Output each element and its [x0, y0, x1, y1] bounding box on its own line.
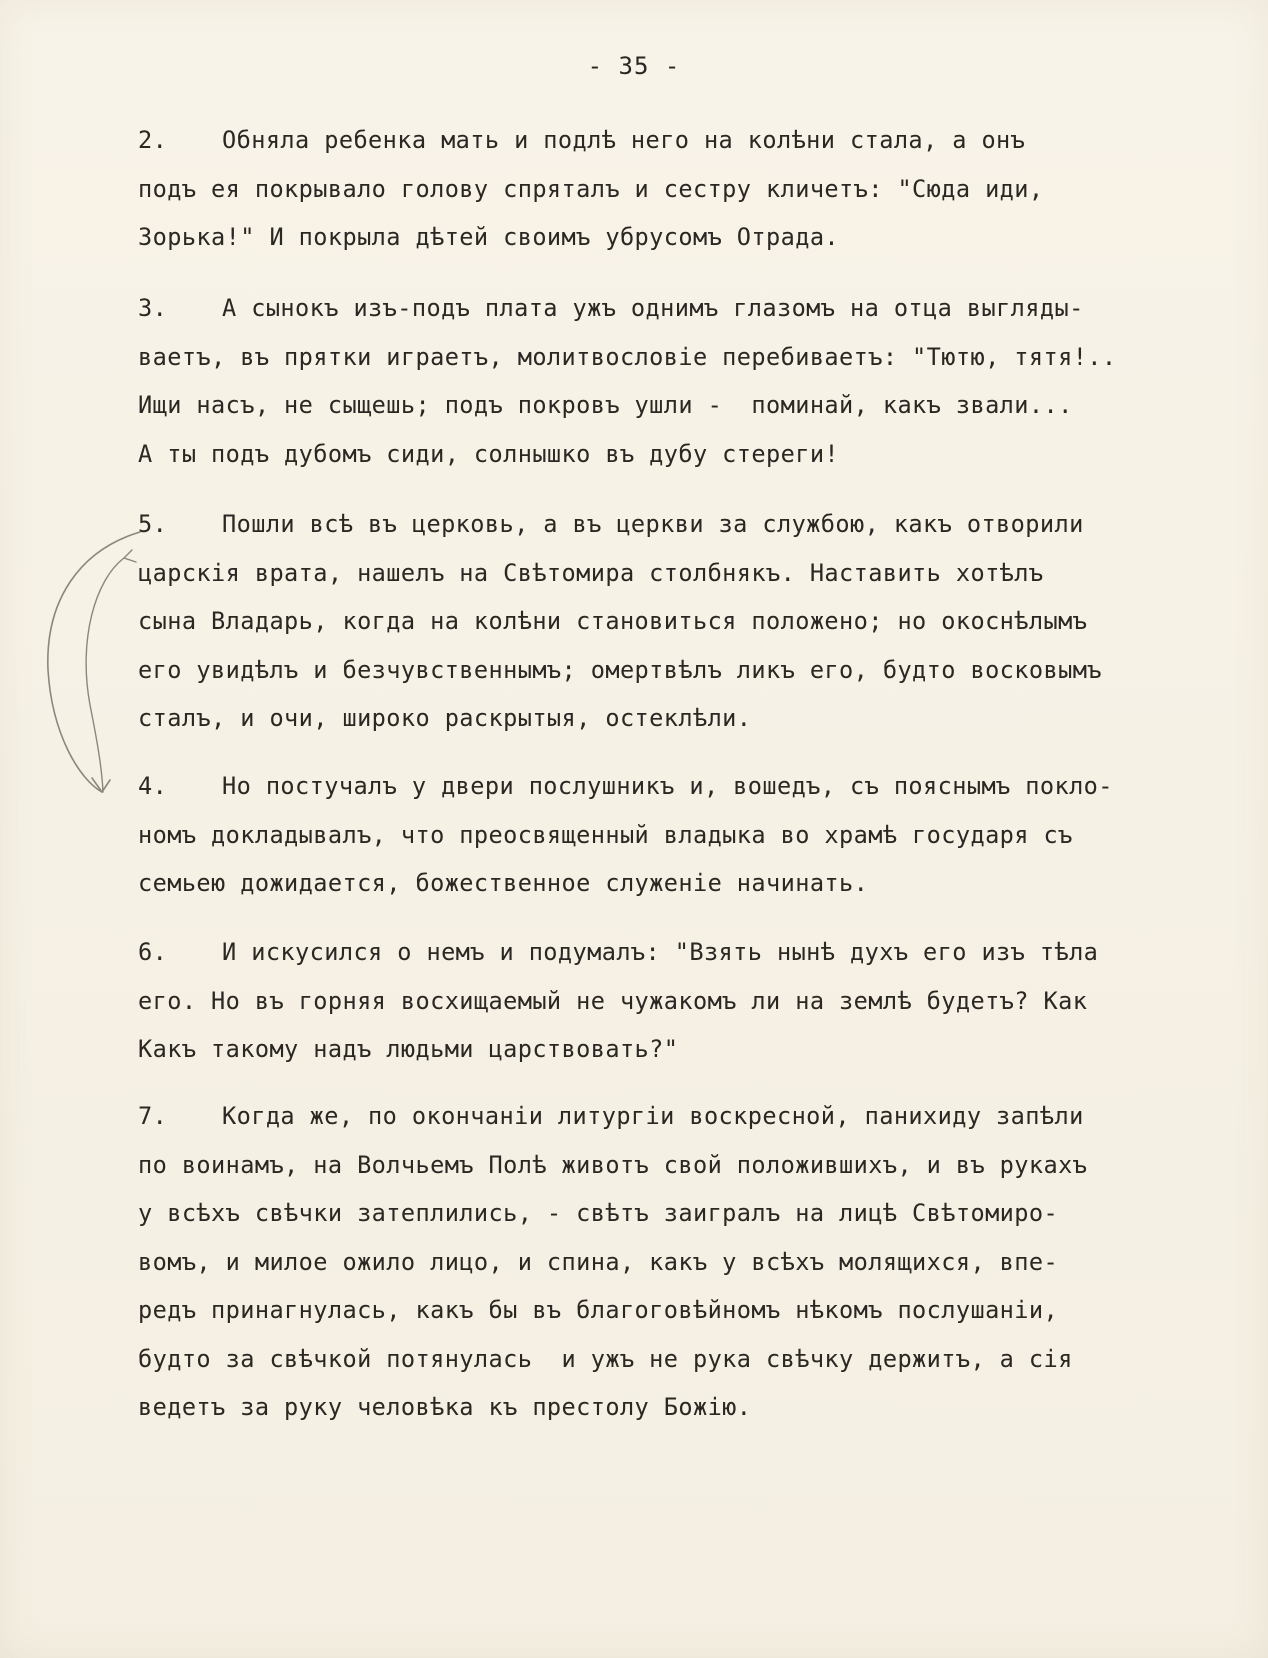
paragraph-5 [138, 500, 1248, 743]
paragraph-line: Зорька!" И покрыла дѣтей своимъ убрусомъ Отрада. [138, 223, 840, 251]
paragraph-number: 4. [138, 772, 168, 800]
paragraph-line: ведетъ за руку человѣка къ престолу Божію. [138, 1393, 752, 1421]
paragraph-line: сталъ, и очи, широко раскрытыя, остеклѣли. [138, 704, 752, 732]
paragraph-line [138, 762, 1248, 811]
paragraph-line: редъ принагнулась, какъ бы въ благоговѣйномъ нѣкомъ послушаніи, [138, 1296, 1059, 1324]
paragraph-line: подъ ея покрывало голову спряталъ и сестру кличетъ: "Сюда иди, [138, 174, 1044, 203]
pencil-arrow-icon [40, 530, 150, 820]
paragraph-line: ваетъ, въ прятки играетъ, молитвословіе перебиваетъ: "Тютю, тятя!.. [138, 342, 1117, 371]
line-text: Пошли всѣ въ церковь, а въ церкви за службою, какъ отворили [222, 510, 1084, 538]
paragraph-line: его увидѣлъ и безчувственнымъ; омертвѣлъ ликъ его, будто восковымъ [138, 655, 1102, 684]
paragraph-line [138, 116, 1248, 165]
paragraph-number: 2. [138, 126, 168, 154]
paragraph-line [138, 500, 1248, 549]
paragraph-3 [138, 284, 1248, 478]
paragraph-number: 5. [138, 510, 168, 538]
line-text: Когда же, по окончаніи литургіи воскресной, панихиду запѣли [222, 1102, 1084, 1130]
paragraph-line: Какъ такому надъ людьми царствовать?" [138, 1035, 679, 1063]
paragraph-line: по воинамъ, на Волчьемъ Полѣ животъ свой положившихъ, и въ рукахъ [138, 1150, 1088, 1179]
paragraph-line [138, 284, 1248, 333]
paragraph-2 [138, 116, 1248, 262]
paragraph-line: сына Владарь, когда на колѣни становиться положено; но окоснѣлымъ [138, 607, 1088, 635]
paragraph-line [138, 928, 1248, 977]
paragraph-line: семьею дожидается, божественное служеніе начинать. [138, 869, 869, 897]
line-text: Но постучалъ у двери послушникъ и, вошедъ, съ пояснымъ покло- [222, 772, 1113, 800]
paragraph-line: будто за свѣчкой потянулась и ужъ не рука свѣчку держитъ, а сія [138, 1344, 1073, 1373]
line-text: И искусился о немъ и подумалъ: "Взять нынѣ духъ его изъ тѣла [222, 938, 1099, 966]
paragraph-number: 6. [138, 938, 168, 966]
paragraph-number: 3. [138, 294, 168, 322]
paragraph-line [138, 1092, 1248, 1141]
line-text: А сынокъ изъ-подъ плата ужъ однимъ глазомъ на отца выгляды- [222, 294, 1084, 322]
page-number: - 35 - [587, 52, 681, 80]
paragraph-number: 7. [138, 1102, 168, 1130]
paragraph-7 [138, 1092, 1248, 1432]
paragraph-line: у всѣхъ свѣчки затеплились, - свѣтъ заигралъ на лицѣ Свѣтомиро- [138, 1199, 1059, 1227]
paragraph-line: номъ докладывалъ, что преосвященный владыка во храмѣ государя съ [138, 820, 1073, 849]
paragraph-line: его. Но въ горняя восхищаемый не чужакомъ ли на землѣ будетъ? Как [138, 986, 1088, 1015]
paragraph-6 [138, 928, 1248, 1074]
line-text: Обняла ребенка мать и подлѣ него на колѣни стала, а онъ [222, 126, 1026, 154]
paragraph-line: царскія врата, нашелъ на Свѣтомира столбнякъ. Наставить хотѣлъ [138, 558, 1044, 587]
paragraph-line: вомъ, и милое ожило лицо, и спина, какъ у всѣхъ молящихся, впе- [138, 1247, 1059, 1276]
paragraph-line: Ищи насъ, не сыщешь; подъ покровъ ушли - поминай, какъ звали... [138, 391, 1073, 419]
paragraph-4 [138, 762, 1248, 908]
paragraph-line: А ты подъ дубомъ сиди, солнышко въ дубу стереги! [138, 439, 840, 468]
